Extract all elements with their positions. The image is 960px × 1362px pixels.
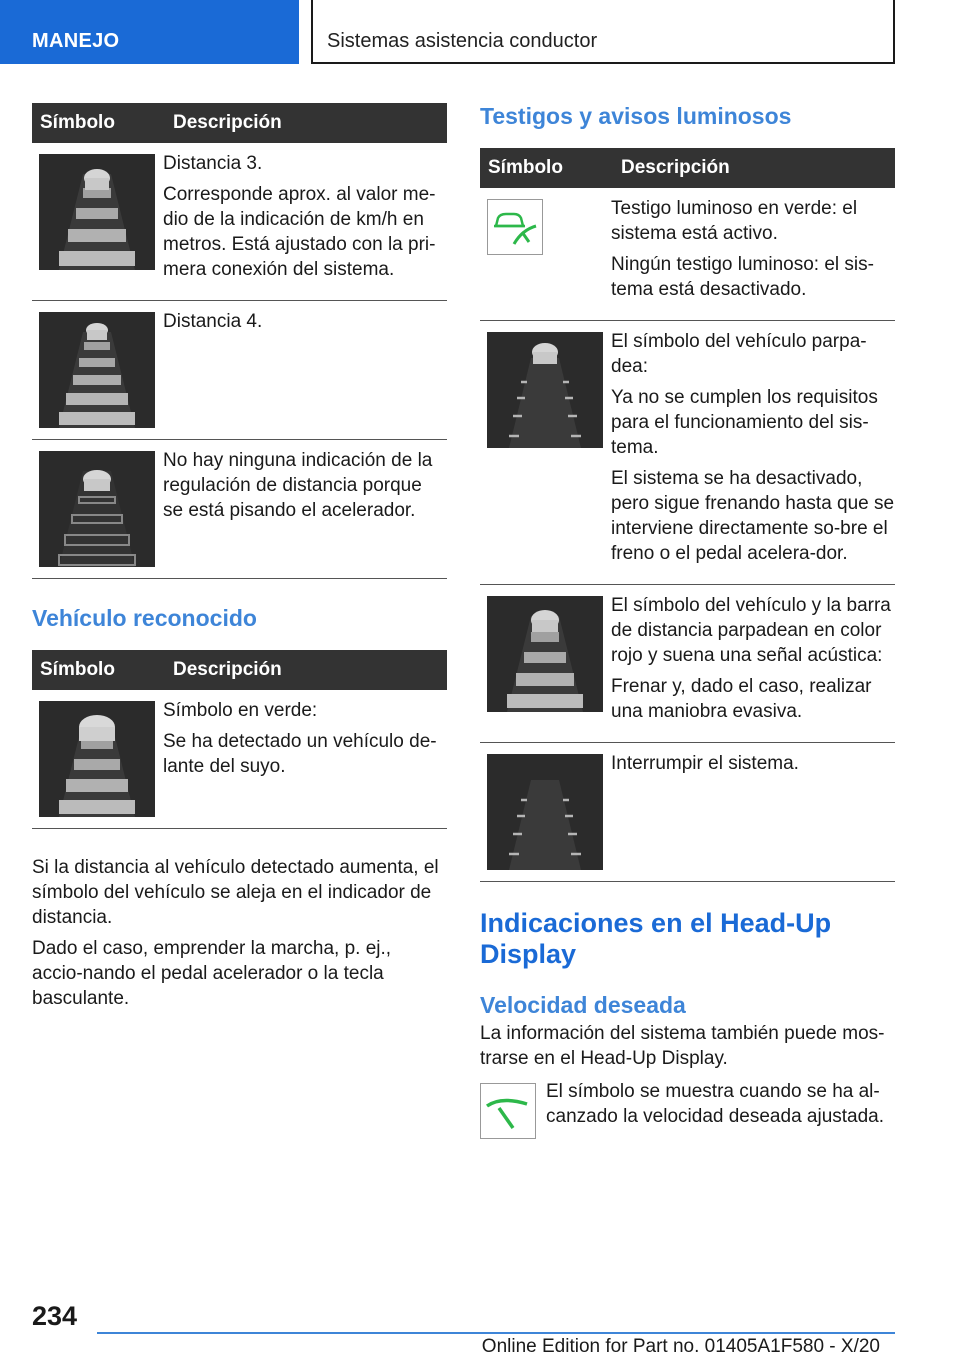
vehicle-detected-icon (39, 701, 155, 817)
speed-icon-row (480, 1079, 895, 1139)
row-text: Frenar y, dado el caso, realizar una maniobra evasiva. (611, 676, 872, 722)
row-text: No hay ninguna indicación de la regulación de distancia porque se está pisando el acelerador. (163, 450, 433, 521)
row-text: Ya no se cumplen los requisitos para el funcionamiento del sis-tema. (611, 387, 878, 458)
right-column (480, 103, 895, 1139)
distance-table (32, 103, 447, 579)
header-chapter-title: Sistemas asistencia conductor (327, 30, 598, 52)
col-symbol-header: Símbolo (480, 148, 611, 188)
table-row (32, 301, 447, 440)
table-row (480, 585, 895, 743)
section-title-indicators: Testigos y avisos luminosos (480, 103, 792, 129)
speed-icon-text: El símbolo se muestra cuando se ha al-canzado la velocidad deseada ajustada. (546, 1081, 885, 1127)
header-chapter-box (311, 0, 895, 64)
paragraph: Si la distancia al vehículo detectado aumenta, el símbolo del vehículo se aleja en el indicador de distancia. (32, 857, 439, 928)
row-text: El símbolo del vehículo y la barra de distancia parpadean en color rojo y suena una señal acústica: (611, 595, 891, 666)
no-regulation-icon (39, 451, 155, 567)
row-text: Distancia 3. (163, 153, 263, 174)
row-text: Ningún testigo luminoso: el sis-tema está desactivado. (611, 254, 874, 300)
table-row (480, 188, 895, 321)
page-number: 234 (32, 1301, 78, 1331)
col-symbol-header: Símbolo (32, 103, 163, 143)
row-text: Símbolo en verde: (163, 700, 318, 721)
table-row (480, 321, 895, 585)
row-text: Interrumpir el sistema. (611, 753, 799, 774)
speed-reached-icon (480, 1083, 536, 1139)
distance-4-icon (39, 312, 155, 428)
table-row (32, 143, 447, 301)
row-text: Se ha detectado un vehículo de-lante del suyo. (163, 731, 437, 777)
col-description-header: Descripción (611, 148, 895, 188)
paragraph: Dado el caso, emprender la marcha, p. ej., accio-nando el pedal acelerador o la tecla basculante. (32, 938, 392, 1009)
row-text: Testigo luminoso en verde: el sistema está activo. (611, 198, 858, 244)
header-section-tab (0, 0, 299, 64)
row-text: Corresponde aprox. al valor me-dio de la indicación de km/h en metros. Está ajustado con la pri-mera conexión del sistema. (163, 184, 436, 280)
header-section-title: MANEJO (32, 30, 120, 52)
row-text: Distancia 4. (163, 311, 263, 332)
system-interrupted-icon (487, 754, 603, 870)
paragraph: La información del sistema también puede mos-trarse en el Head-Up Display. (480, 1023, 885, 1069)
row-text: El sistema se ha desactivado, pero sigue frenando hasta que se interviene directamente so-bre el freno o el pedal acelera-dor. (611, 468, 895, 564)
vehicle-blinking-icon (487, 332, 603, 448)
col-description-header: Descripción (163, 103, 447, 143)
col-description-header: Descripción (163, 650, 447, 690)
indicators-table (480, 148, 895, 882)
green-car-gauge-icon (487, 199, 543, 255)
col-symbol-header: Símbolo (32, 650, 163, 690)
footer-divider (97, 1332, 895, 1334)
table-row (32, 690, 447, 829)
table-row (32, 440, 447, 579)
section-title-vehicle-detected: Vehículo reconocido (32, 605, 257, 631)
vehicle-detected-table (32, 650, 447, 829)
subsection-title-speed: Velocidad deseada (480, 992, 686, 1018)
vehicle-red-warning-icon (487, 596, 603, 712)
footer-edition: Online Edition for Part no. 01405A1F580 - X/20 (481, 1336, 880, 1357)
left-column (32, 103, 447, 1011)
distance-3-icon (39, 154, 155, 270)
row-text: El símbolo del vehículo parpa-dea: (611, 331, 867, 377)
table-row (480, 743, 895, 882)
section-title-hud: Indicaciones en el Head-Up Display (480, 908, 832, 969)
